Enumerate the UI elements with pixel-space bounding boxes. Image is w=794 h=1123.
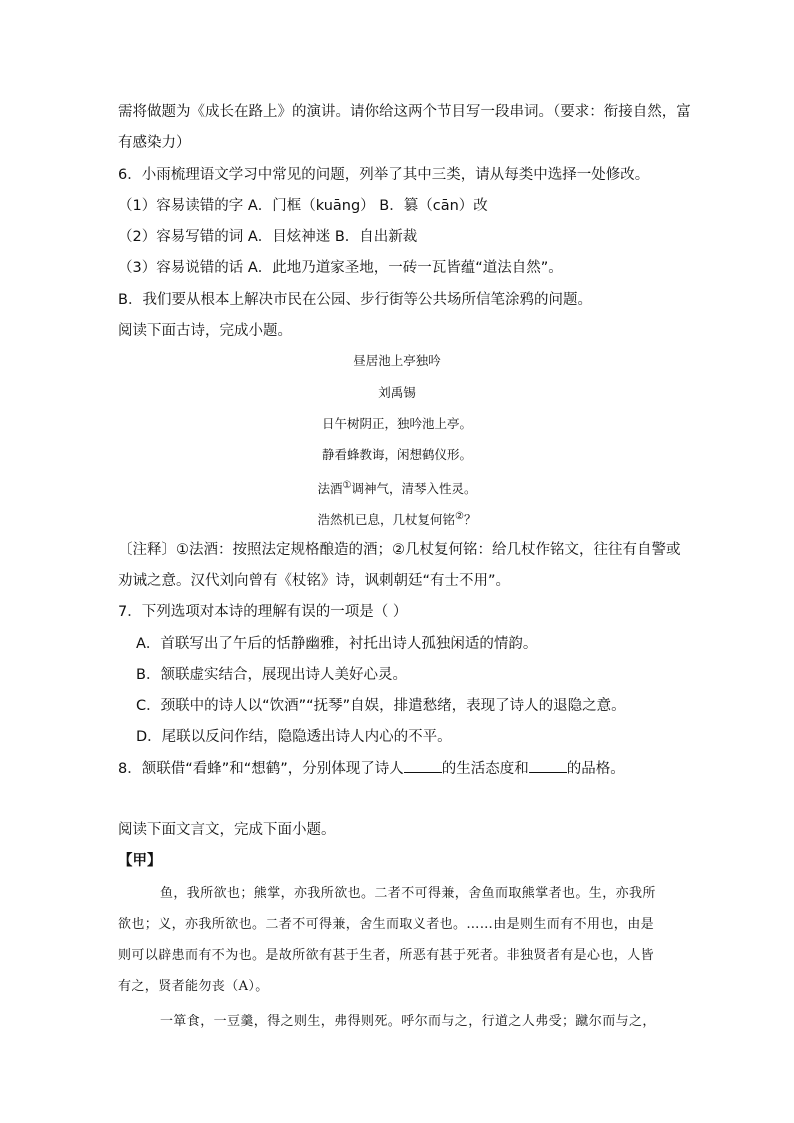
question-6-stem: 6．小雨梳理语文学习中常见的问题，列举了其中三类，请从每类中选择一处修改。 — [118, 167, 650, 183]
question-8-text: 的生活态度和 — [441, 761, 529, 777]
section-heading-jia: 【甲】 — [118, 853, 162, 869]
question-6-item-2: （2）容易写错的词 A．目炫神迷 B．自出新裁 — [118, 229, 418, 245]
poem-notes: 〔注释〕①法酒：按照法定规格酿造的酒；②几杖复何铭：给几杖作铭文，往往有自警或 — [118, 542, 681, 558]
question-6-item-1: （1）容易读错的字 A．门框（kuāng） B．篡（cān）改 — [118, 198, 488, 214]
question-8-text: 的品格。 — [566, 761, 625, 777]
question-7-stem: 7．下列选项对本诗的理解有误的一项是（ ） — [118, 604, 408, 620]
poem-text: 调神气，清琴入性灵。 — [351, 481, 477, 497]
answer-blank[interactable] — [529, 758, 567, 773]
classical-text-line: 鱼，我所欲也；熊掌，亦我所欲也。二者不可得兼，舍鱼而取熊掌者也。生，亦我所 — [160, 886, 656, 901]
question-7-option-b: B．颔联虚实结合，展现出诗人美好心灵。 — [136, 667, 407, 683]
poem-text: ？ — [463, 512, 477, 528]
question-6-item-3: （3）容易说错的话 A．此地乃道家圣地，一砖一瓦皆蕴“道法自然”。 — [118, 260, 563, 276]
classical-text-line: 欲也；义，亦我所欲也。二者不可得兼，舍生而取义者也。……由是则生而有不用也，由是 — [118, 917, 655, 932]
poem-instruction: 阅读下面古诗，完成小题。 — [118, 323, 292, 339]
poem-line-1: 日午树阴正，独吟池上亭。 — [321, 416, 472, 431]
question-7-option-d: D．尾联以反问作结，隐隐透出诗人内心的不平。 — [136, 729, 452, 745]
poem-line-2: 静看蜂教诲，闲想鹤仪形。 — [321, 447, 472, 462]
question-6-option-b: B．我们要从根本上解决市民在公园、步行街等公共场所信笔涂鸦的问题。 — [118, 292, 592, 308]
classical-text-line: 则可以辟患而有不为也。是故所欲有甚于生者，所恶有甚于死者。非独贤者有是心也，人皆 — [118, 948, 655, 963]
note-marker: ① — [342, 480, 352, 491]
classical-text-line: 一箪食，一豆羹，得之则生，弗得则死。呼尔而与之，行道之人弗受；蹴尔而与之， — [160, 1014, 656, 1029]
question-8 — [118, 758, 625, 779]
poem-line-3 — [0, 477, 794, 498]
question-7-option-a: A．首联写出了午后的恬静幽雅，衬托出诗人孤独闲适的情韵。 — [136, 636, 538, 652]
poem-title: 昼居池上亭独吟 — [353, 353, 441, 368]
poem-author: 刘禹锡 — [378, 385, 416, 400]
poem-notes: 劝诫之意。汉代刘向曾有《杖铭》诗，讽刺朝廷“有士不用”。 — [118, 573, 511, 589]
note-marker: ② — [455, 511, 464, 522]
poem-line-4 — [0, 508, 794, 529]
poem-text: 浩然机已息，几杖复何铭 — [317, 512, 456, 528]
question-8-text: 8．颔联借“看蜂”和“想鹤”，分别体现了诗人 — [118, 761, 404, 777]
poem-text: 法酒 — [317, 481, 343, 497]
text-line: 有感染力） — [118, 135, 191, 151]
classical-text-line: 有之，贤者能勿丧（A）。 — [118, 979, 269, 994]
question-7-option-c: C．颈联中的诗人以“饮酒”“抚琴”自娱，排遣愁绪，表现了诗人的退隐之意。 — [136, 698, 626, 714]
classical-instruction: 阅读下面文言文，完成下面小题。 — [118, 822, 336, 838]
text-line: 需将做题为《成长在路上》的演讲。请你给这两个节目写一段串词。（要求：衔接自然，富 — [118, 104, 691, 120]
answer-blank[interactable] — [404, 758, 442, 773]
